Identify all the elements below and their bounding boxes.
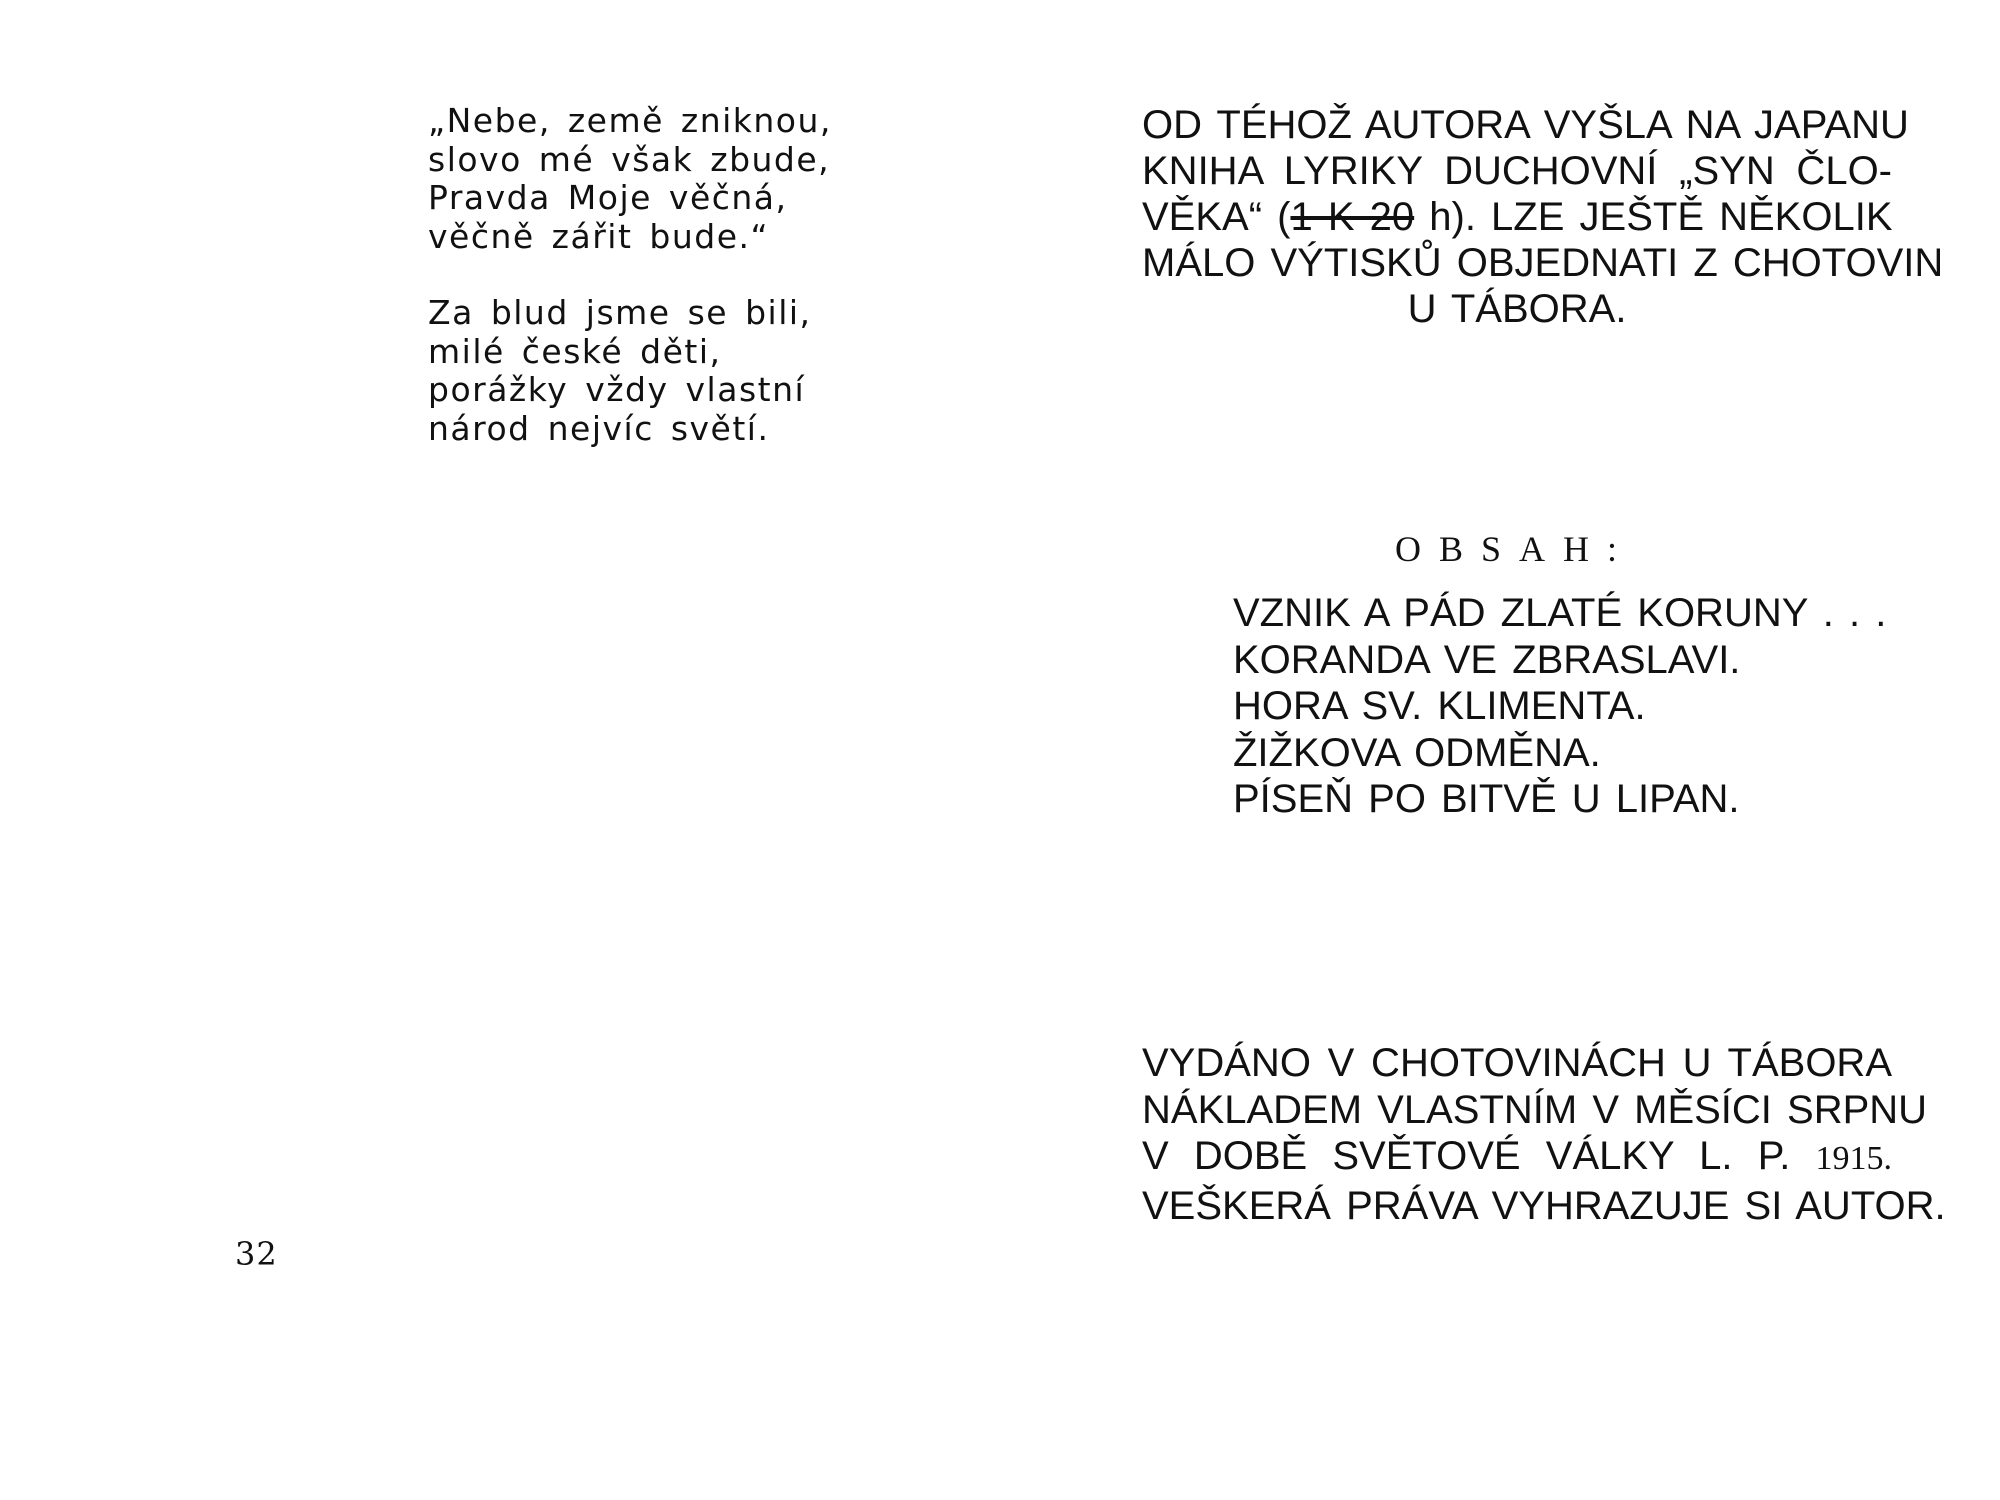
- right-page: [1000, 0, 2000, 1500]
- contents-list: [1233, 590, 1887, 823]
- contents-item: ŽIŽKOVA ODMĚNA.: [1233, 730, 1601, 775]
- notice-line: MÁLO VÝTISKŮ OBJEDNATI Z CHOTOVIN: [1142, 241, 1944, 285]
- poem-line: porážky vždy vlastní: [428, 370, 806, 409]
- notice-line: U TÁBORA.: [1407, 287, 1627, 331]
- notice-text: h). LZE JEŠTĚ NĚKOLIK: [1414, 195, 1893, 239]
- notice-text: VĚKA“ (: [1142, 195, 1291, 239]
- page-number: 32: [235, 1235, 278, 1273]
- poem-line: věčně zářit bude.“: [428, 216, 770, 256]
- imprint: [1142, 1040, 1946, 1229]
- imprint-year: 1915.: [1815, 1140, 1892, 1177]
- poem-line: Pravda Moje věčná,: [428, 178, 788, 217]
- poem-line: Za blud jsme se bili,: [428, 293, 812, 332]
- imprint-line: [1142, 1133, 1892, 1183]
- poem-stanza-1: [428, 101, 832, 256]
- poem-line: slovo mé však zbude,: [428, 139, 831, 179]
- notice-line: [1142, 194, 1892, 240]
- contents-heading: OBSAH:: [1394, 529, 1636, 569]
- poem: [428, 101, 832, 486]
- poem-line: milé české děti,: [428, 331, 722, 371]
- contents-item: VZNIK A PÁD ZLATÉ KORUNY . . .: [1233, 591, 1887, 635]
- notice-line: OD TÉHOŽ AUTORA VYŠLA NA JAPANU: [1142, 103, 1909, 147]
- poem-line: „Nebe, země zniknou,: [428, 101, 832, 140]
- imprint-line: VYDÁNO V CHOTOVINÁCH U TÁBORA: [1142, 1041, 1892, 1085]
- imprint-line: NÁKLADEM VLASTNÍM V MĚSÍCI SRPNU: [1142, 1087, 1928, 1132]
- imprint-text: V DOBĚ SVĚTOVÉ VÁLKY L. P.: [1142, 1134, 1816, 1178]
- contents-item: KORANDA VE ZBRASLAVI.: [1233, 637, 1741, 682]
- contents-item: PÍSEŇ PO BITVĚ U LIPAN.: [1233, 777, 1740, 821]
- publication-notice: [1142, 102, 1944, 332]
- notice-line: KNIHA LYRIKY DUCHOVNÍ „SYN ČLO-: [1142, 149, 1892, 193]
- imprint-line: VEŠKERÁ PRÁVA VYHRAZUJE SI AUTOR.: [1142, 1183, 1946, 1228]
- poem-stanza-2: [428, 293, 812, 448]
- struck-price: 1 K 20: [1290, 195, 1415, 239]
- poem-line: národ nejvíc světí.: [428, 408, 770, 448]
- contents-item: HORA SV. KLIMENTA.: [1233, 684, 1646, 728]
